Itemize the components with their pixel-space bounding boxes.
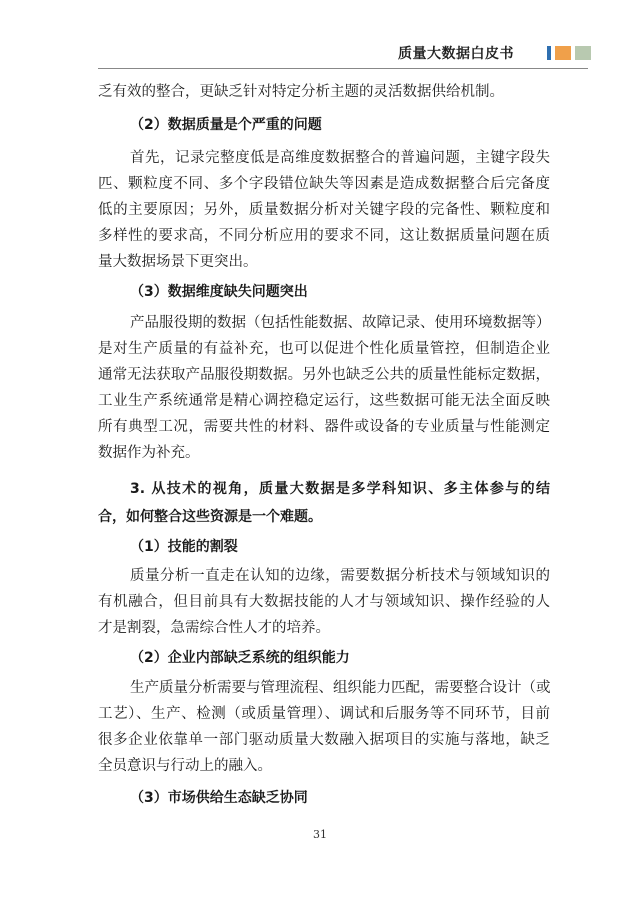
header-block-green [575, 46, 591, 60]
paragraph-line: 生产质量分析需要与管理流程、组织能力匹配，需要整合设计（或 [130, 680, 551, 696]
section-heading: 3. 从技术的视角，质量大数据是多学科知识、多主体参与的结 [130, 481, 550, 497]
paragraph-line: 首先，记录完整度低是高维度数据整合的普遍问题，主键字段失 [130, 150, 550, 166]
paragraph-line: 才是割裂，急需综合性人才的培养。 [98, 620, 330, 636]
page-header [0, 0, 640, 72]
paragraph-line: 量大数据场景下更突出。 [98, 254, 258, 270]
subheading: （1）技能的割裂 [130, 539, 238, 555]
header-title: 质量大数据白皮书 [398, 46, 514, 62]
header-block-blue [547, 46, 551, 60]
paragraph-line: 数据作为补充。 [98, 445, 200, 461]
paragraph-line: 很多企业依靠单一部门驱动质量大数融入据项目的实施与落地，缺乏 [98, 732, 550, 748]
subheading: （2）企业内部缺乏系统的组织能力 [130, 650, 350, 666]
paragraph-line: 是对生产质量的有益补充，也可以促进个性化质量管控，但制造企业 [98, 341, 550, 357]
subheading: （3）数据维度缺失问题突出 [130, 284, 308, 300]
paragraph-line: 匹、颗粒度不同、多个字段错位缺失等因素是造成数据整合后完备度 [98, 176, 550, 192]
paragraph-line: 工业生产系统通常是精心调控稳定运行，这些数据可能无法全面反映 [98, 393, 550, 409]
paragraph-line: 所有典型工况，需要共性的材料、器件或设备的专业质量与性能测定 [98, 419, 550, 435]
paragraph-line: 质量分析一直走在认知的边缘，需要数据分析技术与领域知识的 [130, 568, 550, 584]
paragraph-line: 通常无法获取产品服役期数据。另外也缺乏公共的质量性能标定数据， [98, 367, 550, 383]
subheading: （2）数据质量是个严重的问题 [130, 117, 322, 133]
paragraph-line: 全员意识与行动上的融入。 [98, 758, 272, 774]
header-rule [98, 68, 588, 69]
paragraph-line: 产品服役期的数据（包括性能数据、故障记录、使用环境数据等） [130, 315, 551, 331]
subheading: （3）市场供给生态缺乏协同 [130, 790, 308, 806]
header-block-orange [555, 46, 571, 60]
section-heading: 合，如何整合这些资源是一个难题。 [98, 509, 322, 525]
paragraph-line: 低的主要原因；另外，质量数据分析对关键字段的完备性、颗粒度和 [98, 202, 550, 218]
page-number: 31 [313, 828, 327, 841]
paragraph-line: 乏有效的整合，更缺乏针对特定分析主题的灵活数据供给机制。 [98, 84, 504, 100]
paragraph-line: 有机融合，但目前具有大数据技能的人才与领域知识、操作经验的人 [98, 594, 550, 610]
paragraph-line: 多样性的要求高，不同分析应用的要求不同，这让数据质量问题在质 [98, 228, 550, 244]
paragraph-line: 工艺）、生产、检测（或质量管理）、调试和后服务等不同环节，目前 [98, 706, 550, 722]
